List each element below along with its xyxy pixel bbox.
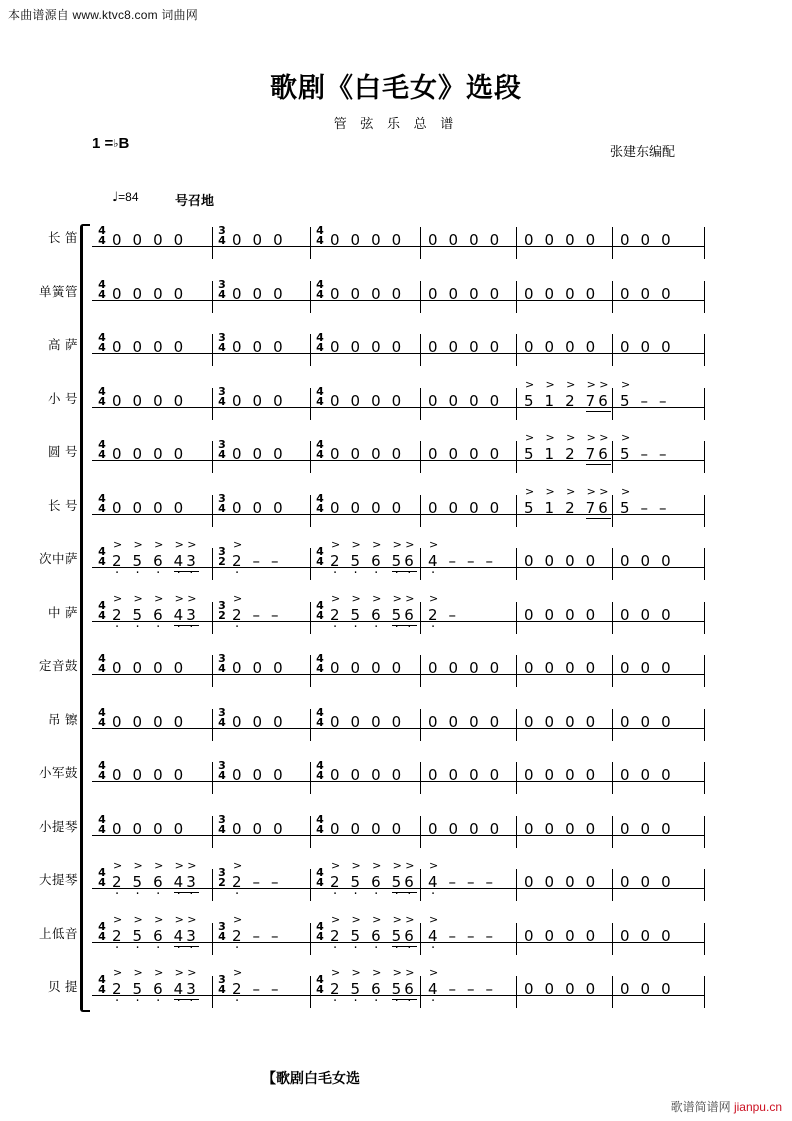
measure-notes: 0 0 0 0: [112, 445, 184, 463]
measure-notes: 0 0 0 0: [112, 391, 184, 410]
barline: [516, 441, 517, 473]
time-signature: 4 4: [316, 919, 324, 943]
time-signature: 3 4: [218, 491, 226, 515]
time-signature: 4 4: [316, 545, 324, 569]
time-signature: 4 4: [98, 277, 106, 301]
measure-notes: 0 0 0 0: [524, 766, 596, 784]
score-system: [0, 218, 792, 1018]
measure-notes: 0 0 0: [620, 284, 671, 303]
staff-label-3: 高 萨: [48, 338, 78, 352]
barline: [310, 548, 311, 580]
time-signature: 4 4: [98, 652, 106, 676]
measure-notes: 0 0 0 0: [330, 445, 402, 463]
barline: [420, 281, 421, 313]
staff-label-4: 小 号: [48, 391, 78, 406]
barline: [704, 495, 705, 527]
barline: [704, 762, 705, 794]
time-signature: 3 4: [218, 384, 226, 408]
measure-notes: 0 0 0: [620, 819, 671, 838]
barline: [310, 869, 311, 901]
time-signature: 3 4: [218, 438, 226, 462]
measure-notes: 0 0 0: [620, 873, 671, 891]
barline: [212, 602, 213, 634]
measure-notes: 0 0 0: [620, 231, 671, 249]
measure-notes: 0 0 0: [620, 605, 671, 624]
barline: [516, 655, 517, 687]
barline: [212, 388, 213, 420]
barline: [516, 762, 517, 794]
time-signature: 3 4: [218, 705, 226, 729]
measure-notes: 0 0 0 0: [524, 338, 596, 356]
barline: [516, 869, 517, 901]
barline: [704, 655, 705, 687]
barline: [704, 923, 705, 955]
measure-notes: 0 0 0 0: [330, 819, 402, 838]
measure-notes: 2 > · 5 > · 6 > · 5 > · 6 > ·: [330, 606, 428, 624]
barline: [212, 334, 213, 366]
time-signature: 4 4: [98, 224, 106, 248]
time-signature: 3 4: [218, 277, 226, 301]
measure-notes: 2 > · – –: [232, 859, 279, 902]
measure-notes: 2 > · 5 > · 6 > · 5 > · 6 > ·: [330, 552, 428, 570]
barline: [310, 923, 311, 955]
measure-notes: 0 0 0: [232, 659, 283, 677]
measure-notes: 0 0 0: [620, 552, 671, 570]
time-signature: 4 4: [98, 812, 106, 836]
site-watermark: 歌谱简谱网 jianpu.cn: [670, 1100, 782, 1114]
measure-notes: 0 0 0 0: [112, 659, 184, 677]
staff-label-2: 单簧管: [38, 284, 78, 299]
time-signature: 3 4: [218, 759, 226, 783]
measure-notes: 0 0 0 0: [330, 338, 402, 356]
barline: [310, 334, 311, 366]
barline: [310, 709, 311, 741]
measure-notes: 0 0 0 0: [524, 231, 596, 249]
barline: [612, 976, 613, 1008]
barline: [516, 816, 517, 848]
measure-notes: 0 0 0 0: [428, 445, 500, 463]
barline: [310, 281, 311, 313]
staff-label-12: 小提琴: [38, 819, 78, 834]
time-signature: 4 4: [316, 491, 324, 515]
staff-label-5: 圆 号: [48, 445, 78, 459]
barline: [310, 762, 311, 794]
staff-label-6: 长 号: [48, 498, 78, 513]
barline: [420, 709, 421, 741]
system-brace: [80, 224, 90, 1012]
barline: [612, 923, 613, 955]
measure-notes: 0 0 0 0: [428, 498, 500, 517]
barline: [420, 441, 421, 473]
staff-label-13: 大提琴: [38, 873, 78, 887]
barline: [704, 441, 705, 473]
measure-notes: 0 0 0 0: [428, 338, 500, 356]
measure-notes: 0 0 0 0: [112, 498, 184, 517]
barline: [420, 334, 421, 366]
measure-notes: 0 0 0 0: [330, 659, 402, 677]
measure-notes: 0 0 0: [620, 338, 671, 356]
time-signature: 4 4: [98, 598, 106, 622]
measure-notes: 2 > · 5 > · 6 > · 4 > · 3 > ·: [112, 927, 210, 945]
measure-notes: 0 0 0 0: [112, 766, 184, 784]
measure-notes: 0 0 0 0: [112, 231, 184, 249]
barline: [612, 869, 613, 901]
barline: [516, 709, 517, 741]
measure-notes: 2 > · 5 > · 6 > · 4 > · 3 > ·: [112, 552, 210, 570]
time-signature: 4 4: [316, 705, 324, 729]
barline: [310, 495, 311, 527]
measure-notes: 0 0 0: [620, 659, 671, 677]
measure-notes: 0 0 0 0: [428, 659, 500, 677]
time-signature: 3 4: [218, 331, 226, 355]
measure-notes: 0 0 0 0: [428, 766, 500, 784]
measure-notes: 0 0 0: [232, 819, 283, 838]
barline: [516, 548, 517, 580]
time-signature: 4 4: [98, 331, 106, 355]
measure-notes: 0 0 0 0: [330, 498, 402, 517]
barline: [420, 495, 421, 527]
time-signature: 4 4: [316, 598, 324, 622]
time-signature: 4 4: [316, 652, 324, 676]
measure-notes: 0 0 0 0: [428, 284, 500, 303]
measure-notes: 2 > · 5 > · 6 > · 4 > · 3 > ·: [112, 606, 210, 624]
measure-notes: 2 > · 5 > · 6 > · 5 > · 6 > ·: [330, 927, 428, 945]
barline: [516, 334, 517, 366]
time-signature: 4 4: [316, 277, 324, 301]
measure-notes: 0 0 0 0: [524, 284, 596, 303]
section-mark: 号召地: [175, 193, 215, 208]
barline: [310, 388, 311, 420]
measure-notes: 0 0 0 0: [524, 605, 596, 624]
barline: [612, 334, 613, 366]
measure-notes: 0 0 0: [232, 498, 283, 517]
barline: [212, 976, 213, 1008]
barline: [704, 281, 705, 313]
source-watermark-text: 本曲谱源自 www.ktvc8.com 词曲网: [8, 8, 198, 22]
time-signature: 4 4: [98, 384, 106, 408]
barline: [212, 441, 213, 473]
barline: [612, 816, 613, 848]
staff-label-11: 小军鼓: [38, 766, 78, 780]
barline: [310, 602, 311, 634]
measure-notes: 4 > · – – –: [428, 912, 494, 956]
barline: [516, 923, 517, 955]
measure-notes: 2 > · –: [428, 591, 457, 635]
measure-notes: 0 0 0: [620, 766, 671, 784]
barline: [212, 869, 213, 901]
time-signature: 3 4: [218, 652, 226, 676]
barline: [212, 281, 213, 313]
measure-notes: 2 > · – –: [232, 591, 279, 635]
measure-notes: 0 0 0 0: [524, 980, 596, 998]
barline: [516, 388, 517, 420]
measure-notes: 2 > · 5 > · 6 > · 4 > · 3 > ·: [112, 980, 210, 998]
barline: [704, 976, 705, 1008]
time-signature: 3 4: [218, 224, 226, 248]
measure-notes: 2 > · 5 > · 6 > · 4 > · 3 > ·: [112, 873, 210, 891]
time-signature: 4 4: [316, 384, 324, 408]
measure-notes: 0 0 0 0: [330, 766, 402, 784]
measure-notes: 0 0 0 0: [330, 712, 402, 731]
barline: [516, 227, 517, 259]
measure-notes: 0 0 0: [232, 712, 283, 731]
barline: [704, 548, 705, 580]
barline: [612, 548, 613, 580]
time-signature: 3 2: [218, 866, 226, 890]
time-signature: 4 4: [316, 866, 324, 890]
barline: [612, 281, 613, 313]
barline: [612, 709, 613, 741]
tempo-marking: ♩=84: [112, 190, 139, 205]
barline: [310, 816, 311, 848]
time-signature: 4 4: [98, 973, 106, 997]
barline: [704, 334, 705, 366]
time-signature: 4 4: [316, 812, 324, 836]
barline: [212, 709, 213, 741]
measure-notes: 0 0 0: [620, 712, 671, 731]
barline: [420, 227, 421, 259]
staff-label-10: 吊 镲: [48, 712, 78, 727]
measure-notes: 0 0 0 0: [428, 391, 500, 410]
measure-notes: 2 > · – –: [232, 538, 279, 581]
measure-notes: 0 0 0: [620, 926, 671, 945]
measure-notes: 0 0 0 0: [428, 819, 500, 838]
footer-mark: 【歌剧白毛女选: [262, 1070, 360, 1086]
measure-notes: 0 0 0 0: [524, 659, 596, 677]
measure-notes: 0 0 0: [232, 391, 283, 410]
measure-notes: 5 > 1 > 2 > 7 > 6 >: [524, 445, 622, 463]
staff-label-15: 贝 提: [48, 980, 78, 994]
barline: [212, 495, 213, 527]
barline: [704, 816, 705, 848]
measure-notes: 0 0 0: [232, 445, 283, 463]
measure-notes: 0 0 0: [620, 980, 671, 998]
measure-notes: 0 0 0 0: [524, 712, 596, 731]
time-signature: 3 2: [218, 598, 226, 622]
staff-label-8: 中 萨: [48, 605, 78, 620]
measure-notes: 0 0 0 0: [330, 284, 402, 303]
measure-notes: 2 > · 5 > · 6 > · 5 > · 6 > ·: [330, 980, 428, 998]
measure-notes: 0 0 0 0: [524, 552, 596, 570]
staff-label-9: 定音鼓: [38, 659, 78, 673]
barline: [420, 388, 421, 420]
barline: [516, 495, 517, 527]
measure-notes: 0 0 0: [232, 284, 283, 303]
barline: [704, 388, 705, 420]
barline: [704, 602, 705, 634]
barline: [212, 655, 213, 687]
barline: [612, 602, 613, 634]
time-signature: 4 4: [316, 331, 324, 355]
measure-notes: 0 0 0 0: [112, 284, 184, 303]
time-signature: 3 4: [218, 919, 226, 943]
time-signature: 4 4: [98, 759, 106, 783]
barline: [516, 602, 517, 634]
measure-notes: 0 0 0 0: [112, 819, 184, 838]
time-signature: 4 4: [316, 438, 324, 462]
measure-notes: 0 0 0 0: [112, 712, 184, 731]
measure-notes: 0 0 0 0: [524, 873, 596, 891]
staff-label-1: 长 笛: [48, 231, 78, 245]
page-subtitle: 管 弦 乐 总 谱: [333, 116, 459, 131]
measure-notes: 4 > · – – –: [428, 966, 494, 1009]
time-signature: 4 4: [316, 973, 324, 997]
measure-notes: 2 > · 5 > · 6 > · 5 > · 6 > ·: [330, 873, 428, 891]
measure-notes: 4 > · – – –: [428, 859, 494, 902]
measure-notes: 0 0 0 0: [524, 926, 596, 945]
barline: [212, 227, 213, 259]
barline: [212, 923, 213, 955]
measure-notes: 0 0 0: [232, 338, 283, 356]
barline: [310, 441, 311, 473]
page-title: 歌剧《白毛女》选段: [270, 73, 522, 104]
barline: [310, 976, 311, 1008]
barline: [612, 227, 613, 259]
barline: [420, 816, 421, 848]
measure-notes: 0 0 0 0: [330, 231, 402, 249]
staff-label-7: 次中萨: [38, 552, 78, 566]
barline: [310, 655, 311, 687]
barline: [212, 762, 213, 794]
barline: [212, 548, 213, 580]
measure-notes: 4 > · – – –: [428, 538, 494, 581]
measure-notes: 5 > – –: [620, 377, 667, 410]
time-signature: 4 4: [98, 866, 106, 890]
time-signature: 4 4: [98, 491, 106, 515]
time-signature: 4 4: [98, 438, 106, 462]
barline: [420, 655, 421, 687]
measure-notes: 0 0 0 0: [112, 338, 184, 356]
measure-notes: 5 > – –: [620, 431, 667, 463]
time-signature: 4 4: [316, 759, 324, 783]
barline: [420, 762, 421, 794]
measure-notes: 0 0 0 0: [428, 712, 500, 731]
barline: [612, 762, 613, 794]
barline: [704, 709, 705, 741]
barline: [612, 655, 613, 687]
measure-notes: 5 > 1 > 2 > 7 > 6 >: [524, 499, 622, 517]
time-signature: 4 4: [98, 545, 106, 569]
time-signature: 3 2: [218, 545, 226, 569]
barline: [704, 869, 705, 901]
barline: [516, 281, 517, 313]
barline: [212, 816, 213, 848]
measure-notes: 0 0 0 0: [524, 819, 596, 838]
time-signature: 4 4: [98, 919, 106, 943]
measure-notes: 5 > – –: [620, 484, 667, 517]
measure-notes: 2 > · – –: [232, 966, 279, 1009]
composer-credit: 张建东编配: [610, 144, 676, 159]
time-signature: 4 4: [98, 705, 106, 729]
measure-notes: 0 0 0: [232, 766, 283, 784]
key-signature: 1 =♭B: [92, 135, 130, 152]
barline: [516, 976, 517, 1008]
measure-notes: 5 > 1 > 2 > 7 > 6 >: [524, 392, 622, 410]
measure-notes: 2 > · – –: [232, 912, 279, 956]
staff-label-14: 上低音: [38, 926, 78, 941]
time-signature: 3 4: [218, 812, 226, 836]
barline: [704, 227, 705, 259]
measure-notes: 0 0 0: [232, 231, 283, 249]
time-signature: 3 4: [218, 973, 226, 997]
time-signature: 4 4: [316, 224, 324, 248]
barline: [310, 227, 311, 259]
measure-notes: 0 0 0 0: [428, 231, 500, 249]
measure-notes: 0 0 0 0: [330, 391, 402, 410]
